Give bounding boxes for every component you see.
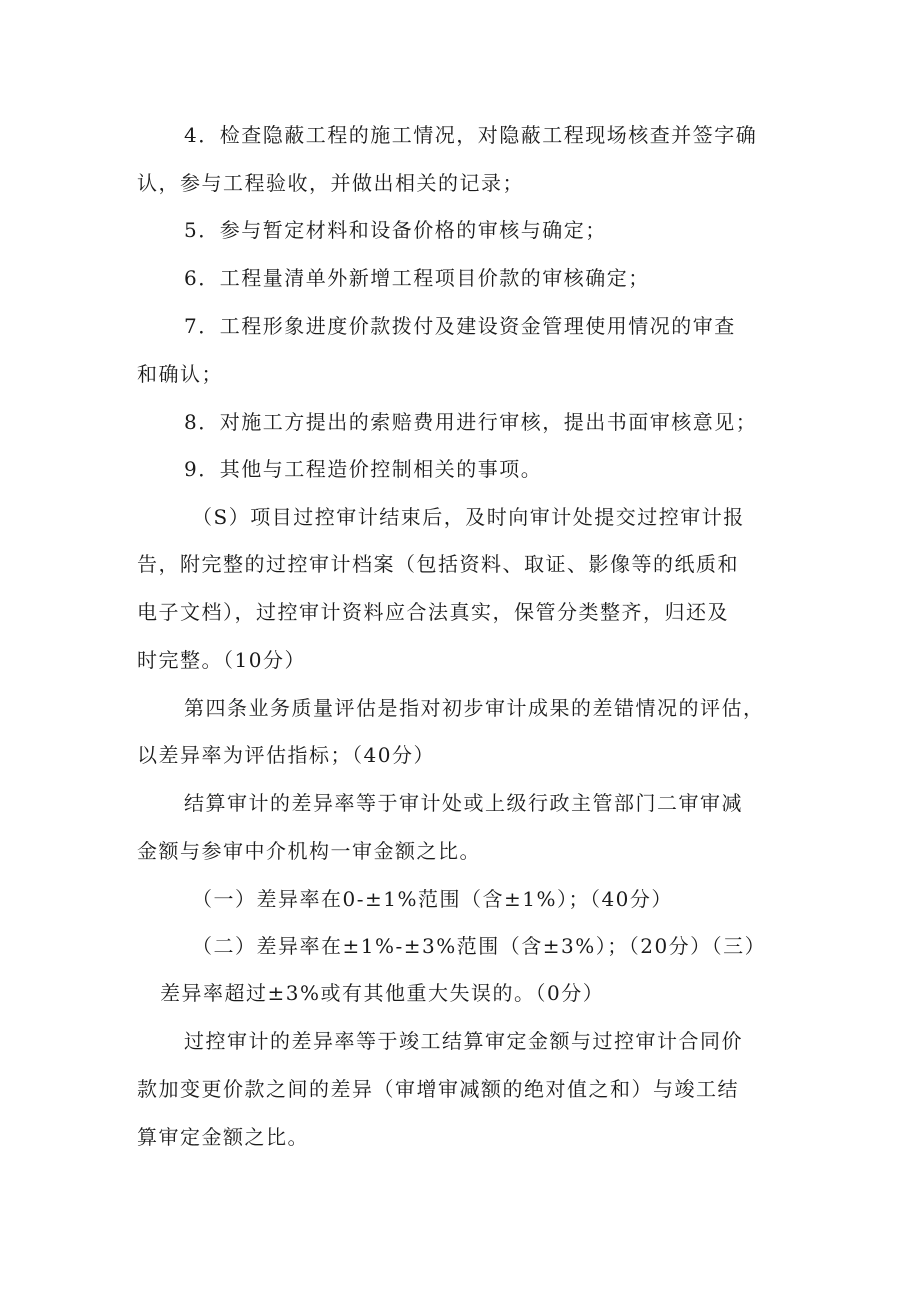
text-line-item-9: 9．其他与工程造价控制相关的事项。: [184, 457, 543, 481]
text-line-process-b: 款加变更价款之间的差异（审增审减额的绝对值之和）与竣工结: [137, 1077, 739, 1101]
text-line-grade-2: （二）差异率在±1%-±3%范围（含±3%）；（20分）（三）: [192, 934, 767, 958]
text-line-item-7b: 和确认；: [137, 362, 223, 386]
text-line-item-6: 6．工程量清单外新增工程项目价款的审核确定；: [184, 266, 650, 290]
text-line-item-4b: 认，参与工程验收，并做出相关的记录；: [137, 171, 524, 195]
text-line-process-a: 过控审计的差异率等于竣工结算审定金额与过控审计合同价: [184, 1029, 743, 1053]
text-line-s-a: （S）项目过控审计结束后，及时向审计处提交过控审计报: [192, 505, 745, 529]
text-line-process-c: 算审定金额之比。: [137, 1125, 309, 1149]
text-line-s-c: 电子文档），过控审计资料应合法真实，保管分类整齐，归还及: [137, 600, 729, 624]
text-line-settlement-b: 金额与参审中介机构一审金额之比。: [137, 839, 481, 863]
text-line-item-7a: 7．工程形象进度价款拨付及建设资金管理使用情况的审查: [184, 314, 736, 338]
text-line-article4-a: 第四条业务质量评估是指对初步审计成果的差错情况的评估，: [184, 696, 765, 720]
text-line-item-8: 8．对施工方提出的索赔费用进行审核，提出书面审核意见；: [184, 410, 758, 434]
text-line-item-5: 5．参与暂定材料和设备价格的审核与确定；: [184, 218, 607, 242]
text-line-settlement-a: 结算审计的差异率等于审计处或上级行政主管部门二审审减: [184, 791, 743, 815]
text-line-s-d: 时完整。（10分）: [137, 648, 306, 672]
text-line-grade-1: （一）差异率在0-±1%范围（含±1%）；（40分）: [192, 887, 673, 911]
text-line-s-b: 告，附完整的过控审计档案（包括资料、取证、影像等的纸质和: [137, 552, 739, 576]
text-line-grade-3: 差异率超过±3%或有其他重大失误的。（0分）: [160, 981, 605, 1005]
text-line-article4-b: 以差异率为评估指标；（40分）: [137, 743, 435, 767]
text-line-item-4a: 4．检查隐蔽工程的施工情况，对隐蔽工程现场核查并签字确: [184, 123, 758, 147]
